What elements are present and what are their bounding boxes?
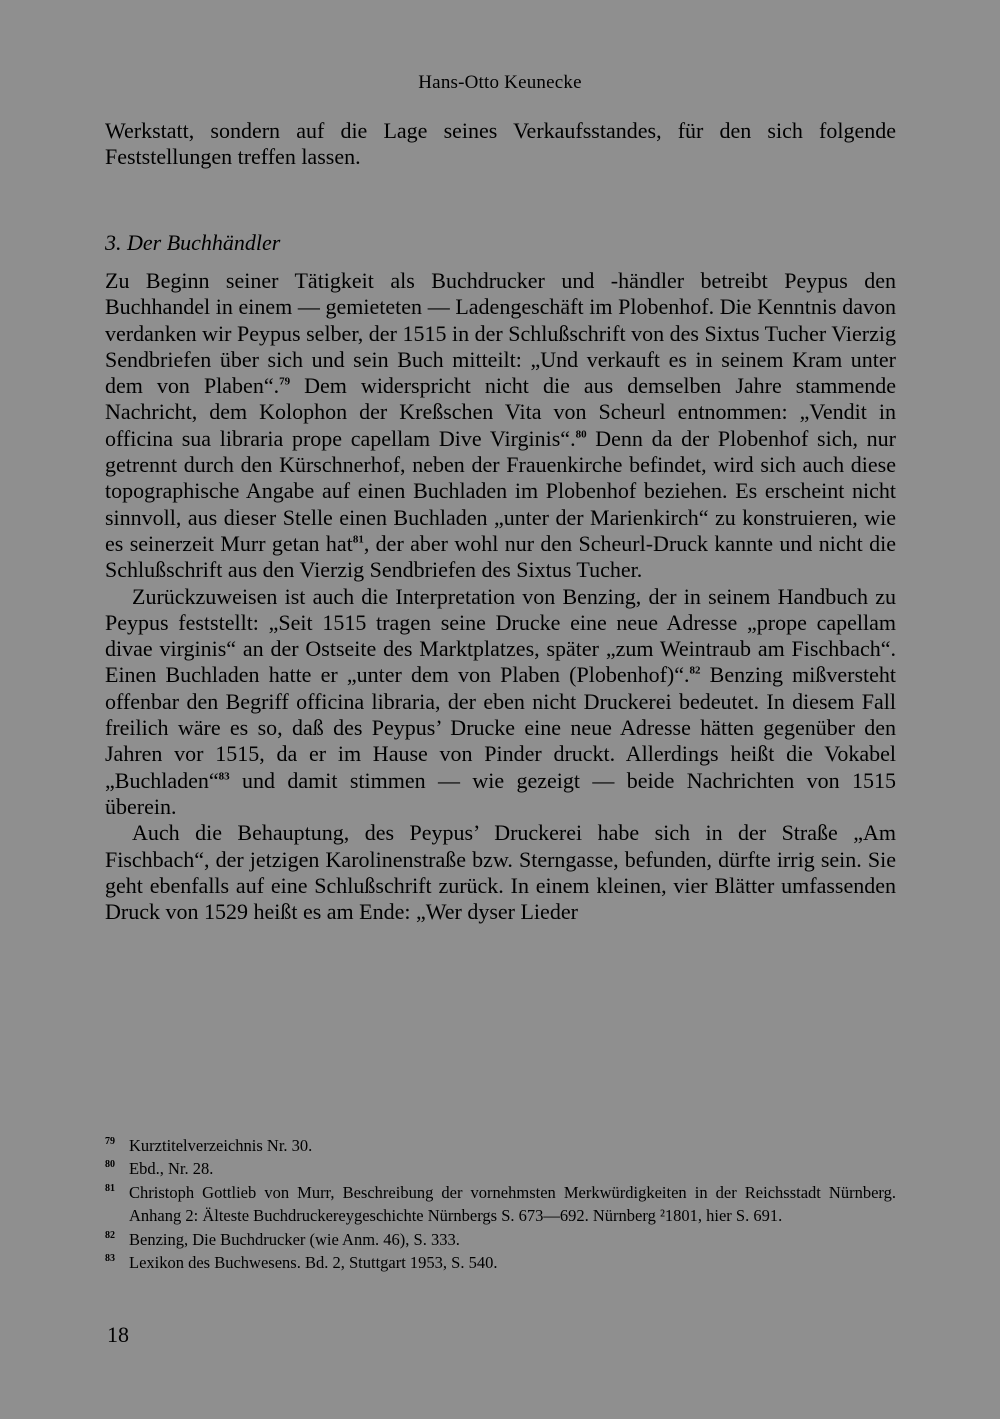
footnote-83 — [105, 1251, 896, 1274]
paragraph-2 — [105, 584, 896, 821]
footnote-mark: 83 — [105, 1253, 115, 1265]
main-text — [105, 268, 896, 925]
footnote-ref-80: 80 — [575, 428, 587, 441]
footnote-ref-82: 82 — [689, 665, 701, 678]
footnote-mark: 82 — [105, 1229, 115, 1241]
paragraph-1 — [105, 268, 896, 584]
paragraph-1-part1: Zu Beginn seiner Tätigkeit als Buchdrucker und -händler betreibt Peypus den Buchhandel in einem — gemieteten — Ladengeschäft im Plobenhof. Die Kenntnis davon verdanken wir Peypus selber, der 1515 in der Schlußschrift von des Sixtus Tucher Vierzig Sendbriefen über sich und sein Buch mitteilt: „Und verkauft es in seinem Kram unter dem von Plaben“. — [105, 268, 896, 399]
footnote-79 — [105, 1134, 896, 1157]
footnote-mark: 80 — [105, 1159, 115, 1171]
running-head: Hans-Otto Keunecke — [418, 72, 582, 93]
footnote-82 — [105, 1228, 896, 1251]
intro-paragraph — [105, 118, 896, 171]
footnote-mark: 79 — [105, 1136, 115, 1147]
footnote-80 — [105, 1157, 896, 1180]
footnote-ref-81: 81 — [352, 533, 364, 546]
paragraph-3: Auch die Behauptung, des Peypus’ Druckerei habe sich in der Straße „Am Fischbach“, der jetzigen Karolinenstraße bzw. Sterngasse, befunden, dürfte irrig sein. Sie geht ebenfalls auf eine Schlußschrift zurück. In einem kleinen, vier Blätter umfassenden Druck von 1529 heißt es am Ende: „Wer dyser Lieder — [105, 820, 896, 925]
footnote-ref-83: 83 — [218, 770, 230, 783]
footnote-text: Kurztitelverzeichnis Nr. 30. — [129, 1136, 313, 1155]
intro-text: Werkstatt, sondern auf die Lage seines Verkaufsstandes, für den sich folgende Feststellungen treffen lassen. — [105, 118, 896, 170]
paragraph-1-part3: Denn da der Plobenhof sich, nur getrennt durch den Kürschnerhof, neben der Frauenkirche befindet, wird sich auch diese topographische Angabe auf einen Buchladen im Plobenhof beziehen. Es erscheint nicht sinnvoll, aus dieser Stelle einen Buchladen „unter der Marienkirch“ zu konstruieren, wie es seinerzeit Murr getan hat — [105, 425, 896, 556]
footnote-text: Benzing, Die Buchdrucker (wie Anm. 46), S. 333. — [129, 1229, 460, 1249]
paragraph-2-part2: Benzing mißversteht offenbar den Begriff officina libraria, der eben nicht Druckerei bedeutet. In diesem Fall freilich wäre es so, daß des Peypus’ Drucke eine neue Adresse hätten gegenüber den Jahren vor 1515, da er im Hause von Pinder druckt. Allerdings heißt die Vokabel „Buchladen“ — [105, 662, 896, 793]
paragraph-2-part1: Zurückzuweisen ist auch die Interpretation von Benzing, der in seinem Handbuch zu Peypus feststellt: „Seit 1515 tragen seine Drucke eine neue Adresse „prope capellam divae virginis“ an der Ostseite des Marktplatzes, später „zum Weintraub am Fischbach“. Einen Buchladen hatte er „unter dem von Plaben (Plobenhof)“. — [105, 583, 896, 688]
paragraph-1-part2: Dem widerspricht nicht die aus demselben Jahre stammende Nachricht, dem Kolophon der Kreßschen Vita von Scheurl entnommen: „Vendit in officina sua libraria prope capellam Dive Virginis“. — [105, 373, 896, 451]
footnote-text: Ebd., Nr. 28. — [129, 1159, 214, 1179]
footnote-text: Lexikon des Buchwesens. Bd. 2, Stuttgart 1953, S. 540. — [129, 1253, 498, 1273]
footnote-mark: 81 — [105, 1182, 115, 1194]
footnote-ref-79: 79 — [279, 375, 291, 388]
page-number: 18 — [107, 1322, 129, 1347]
footnotes — [105, 1134, 896, 1274]
section-heading: 3. Der Buchhändler — [105, 230, 281, 255]
footnote-text: Christoph Gottlieb von Murr, Beschreibung der vornehmsten Merkwürdigkeiten in der Reichsstadt Nürnberg. Anhang 2: Älteste Buchdruckereygeschichte Nürnbergs S. 673—692. Nürnberg ²1801, hier S. 691. — [129, 1182, 896, 1226]
paragraph-1-part4: , der aber wohl nur den Scheurl-Druck kannte und nicht die Schlußschrift aus den Vierzig Sendbriefen des Sixtus Tucher. — [105, 530, 897, 583]
paragraph-2-part3: und damit stimmen — wie gezeigt — beide Nachrichten von 1515 überein. — [105, 767, 896, 819]
footnote-81 — [105, 1181, 896, 1228]
